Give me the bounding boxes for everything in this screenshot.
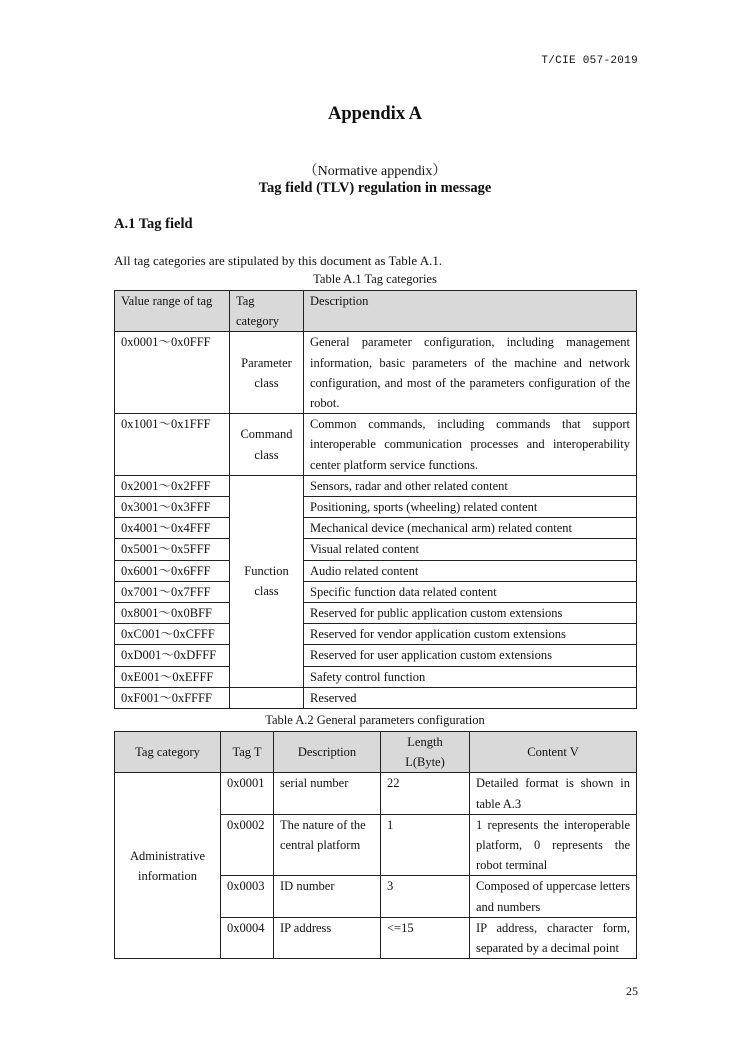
param-length: <=15 bbox=[381, 917, 470, 958]
document-id: T/CIE 057-2019 bbox=[541, 55, 638, 67]
table-row bbox=[115, 666, 637, 687]
column-header: Tag T bbox=[221, 732, 274, 773]
tag-range: 0x5001～0x5FFF bbox=[115, 539, 230, 560]
tag-category: Parameter class bbox=[230, 332, 304, 414]
column-header: Description bbox=[274, 732, 381, 773]
param-content: Detailed format is shown in table A.3 bbox=[470, 773, 637, 814]
tag-range: 0x3001～0x3FFF bbox=[115, 497, 230, 518]
column-header: Tag category bbox=[230, 291, 304, 332]
tag-t: 0x0003 bbox=[221, 876, 274, 917]
table-row bbox=[115, 497, 637, 518]
param-length: 3 bbox=[381, 876, 470, 917]
section-intro: All tag categories are stipulated by this document as Table A.1. bbox=[114, 253, 443, 268]
column-header: Value range of tag bbox=[115, 291, 230, 332]
column-header: Description bbox=[304, 291, 637, 332]
tag-category: Function class bbox=[230, 475, 304, 687]
table-row bbox=[115, 581, 637, 602]
table-row bbox=[115, 414, 637, 476]
table-row bbox=[115, 645, 637, 666]
param-description: The nature of the central platform bbox=[274, 814, 381, 876]
table-row bbox=[115, 539, 637, 560]
tag-range: 0xF001～0xFFFF bbox=[115, 687, 230, 708]
tag-description: Positioning, sports (wheeling) related content bbox=[304, 497, 637, 518]
tag-description: Specific function data related content bbox=[304, 581, 637, 602]
tag-range: 0xD001～0xDFFF bbox=[115, 645, 230, 666]
tag-range: 0x2001～0x2FFF bbox=[115, 475, 230, 496]
table-row bbox=[115, 518, 637, 539]
tag-description: Visual related content bbox=[304, 539, 637, 560]
tag-range: 0x1001～0x1FFF bbox=[115, 414, 230, 476]
tag-t: 0x0001 bbox=[221, 773, 274, 814]
tag-description: Reserved for user application custom extensions bbox=[304, 645, 637, 666]
tag-range: 0xE001～0xEFFF bbox=[115, 666, 230, 687]
param-content: Composed of uppercase letters and numbers bbox=[470, 876, 637, 917]
tag-range: 0x8001～0x0BFF bbox=[115, 603, 230, 624]
table2-caption: Table A.2 General parameters configuration bbox=[265, 713, 485, 727]
tag-range: 0x6001～0x6FFF bbox=[115, 560, 230, 581]
param-length: 1 bbox=[381, 814, 470, 876]
table-row bbox=[115, 560, 637, 581]
tag-description: Reserved bbox=[304, 687, 637, 708]
tag-description: Reserved for public application custom extensions bbox=[304, 603, 637, 624]
section-title: A.1 Tag field bbox=[114, 216, 193, 232]
tag-description: Mechanical device (mechanical arm) related content bbox=[304, 518, 637, 539]
param-content: 1 represents the interoperable platform, 0 represents the robot terminal bbox=[470, 814, 637, 876]
general-parameters-table bbox=[114, 731, 637, 959]
param-description: ID number bbox=[274, 876, 381, 917]
column-header: Content V bbox=[470, 732, 637, 773]
table-row bbox=[115, 603, 637, 624]
tag-category: Administrative information bbox=[115, 773, 221, 959]
tag-description: Audio related content bbox=[304, 560, 637, 581]
tag-category: Command class bbox=[230, 414, 304, 476]
column-header: Length L(Byte) bbox=[381, 732, 470, 773]
appendix-heading: Tag field (TLV) regulation in message bbox=[258, 180, 492, 196]
table-row bbox=[115, 773, 637, 814]
tag-t: 0x0002 bbox=[221, 814, 274, 876]
tag-description: General parameter configuration, including management information, basic parameters of the machine and network configuration, and most of the parameters configuration of the robot. bbox=[304, 332, 637, 414]
tag-description: Safety control function bbox=[304, 666, 637, 687]
column-header: Tag category bbox=[115, 732, 221, 773]
table-row bbox=[115, 332, 637, 414]
tag-description: Reserved for vendor application custom extensions bbox=[304, 624, 637, 645]
tag-category-empty bbox=[230, 687, 304, 708]
page-number: 25 bbox=[626, 984, 638, 998]
param-description: IP address bbox=[274, 917, 381, 958]
tag-range: 0x4001～0x4FFF bbox=[115, 518, 230, 539]
tag-t: 0x0004 bbox=[221, 917, 274, 958]
tag-range: 0xC001～0xCFFF bbox=[115, 624, 230, 645]
tag-description: Common commands, including commands that support interoperable communication processes and interoperability center platform service functions. bbox=[304, 414, 637, 476]
tag-categories-table bbox=[114, 290, 637, 709]
param-length: 22 bbox=[381, 773, 470, 814]
tag-range: 0x0001～0x0FFF bbox=[115, 332, 230, 414]
appendix-subtitle: （Normative appendix） bbox=[303, 164, 447, 179]
table-row bbox=[115, 475, 637, 496]
table-row bbox=[115, 687, 637, 708]
tag-range: 0x7001～0x7FFF bbox=[115, 581, 230, 602]
table-row bbox=[115, 624, 637, 645]
table1-caption: Table A.1 Tag categories bbox=[313, 272, 437, 286]
table-header-row bbox=[115, 732, 637, 773]
appendix-title: Appendix A bbox=[327, 104, 423, 124]
param-description: serial number bbox=[274, 773, 381, 814]
tag-description: Sensors, radar and other related content bbox=[304, 475, 637, 496]
table-header-row bbox=[115, 291, 637, 332]
param-content: IP address, character form, separated by a decimal point bbox=[470, 917, 637, 958]
